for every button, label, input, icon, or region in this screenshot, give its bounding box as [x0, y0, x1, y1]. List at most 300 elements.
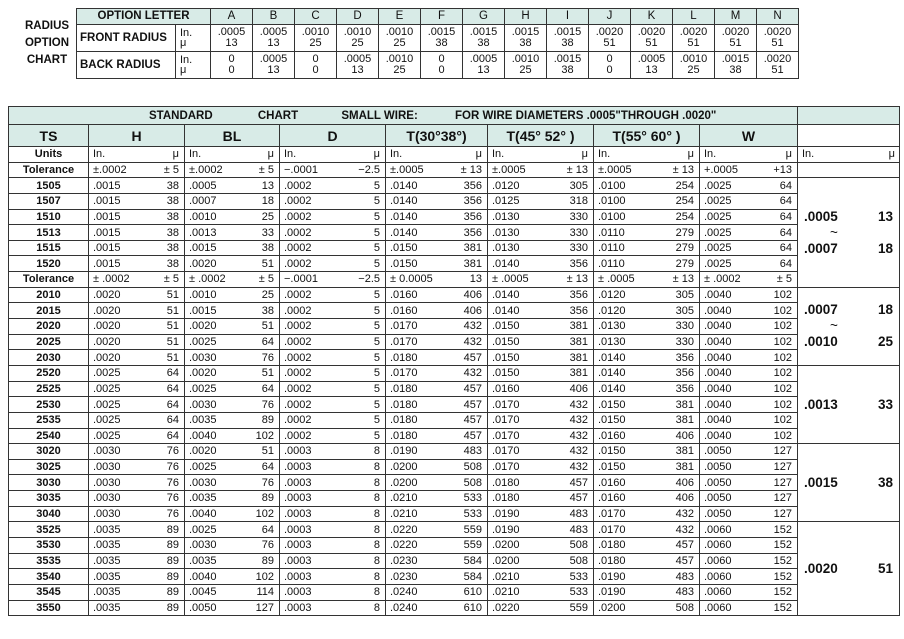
table-cell: 89: [155, 553, 185, 569]
table-cell: 584: [452, 569, 488, 585]
wire-diameter-mu: 51: [877, 560, 893, 576]
tolerance-value: ± 5: [155, 162, 185, 178]
standard-chart: [8, 106, 900, 616]
wire-diameter-mu: 18: [877, 302, 893, 318]
value-mu: 25: [309, 37, 322, 49]
table-row: [9, 584, 900, 600]
value-mu: 38: [729, 64, 742, 76]
table-cell: 610: [452, 584, 488, 600]
value-in: .0010: [301, 26, 330, 38]
table-cell: 5: [346, 334, 386, 350]
table-cell: 254: [664, 209, 700, 225]
back-radius-value-f: [421, 52, 463, 79]
wire-diameter-mu: 13: [877, 208, 893, 224]
wire-diameter-in: .0007: [804, 302, 838, 318]
table-cell: .0180: [594, 553, 664, 569]
table-cell: 89: [155, 600, 185, 616]
value-in: .0010: [511, 53, 540, 65]
ts-code: 3550: [9, 600, 89, 616]
unit-mu: μ: [180, 64, 187, 76]
table-row: [9, 459, 900, 475]
value-in: .0005: [217, 26, 246, 38]
table-cell: 152: [758, 522, 798, 538]
table-cell: 610: [452, 600, 488, 616]
table-cell: .0025: [700, 256, 758, 272]
ts-code: 3540: [9, 569, 89, 585]
table-cell: .0003: [280, 553, 346, 569]
table-cell: .0230: [386, 569, 452, 585]
ts-code: 2025: [9, 334, 89, 350]
value-mu: 13: [267, 64, 280, 76]
table-cell: .0190: [594, 569, 664, 585]
title-wire-diameters: FOR WIRE DIAMETERS .0005"THROUGH .0020": [454, 109, 717, 122]
table-cell: 152: [758, 538, 798, 554]
table-cell: .0030: [185, 538, 251, 554]
table-row: [9, 225, 900, 241]
ts-code: 3025: [9, 459, 89, 475]
table-cell: .0170: [488, 459, 558, 475]
back-radius-value-j: [589, 52, 631, 79]
table-cell: 432: [664, 522, 700, 538]
header-blank: [798, 125, 900, 147]
table-cell: 64: [155, 428, 185, 444]
table-cell: .0160: [386, 303, 452, 319]
table-cell: .0060: [700, 553, 758, 569]
table-cell: .0035: [89, 522, 155, 538]
table-cell: 508: [452, 459, 488, 475]
value-in: .0020: [595, 26, 624, 38]
value-mu: 51: [687, 37, 700, 49]
back-radius-value-a: [211, 52, 253, 79]
table-row: [9, 350, 900, 366]
front-radius-value-i: [547, 25, 589, 52]
table-row: [9, 240, 900, 256]
radius-option-chart: [18, 8, 799, 79]
table-cell: 5: [346, 412, 386, 428]
table-cell: 483: [452, 444, 488, 460]
tolerance-value: −.0001: [280, 272, 346, 288]
table-cell: .0220: [386, 538, 452, 554]
title-chart: CHART: [257, 109, 299, 122]
unit-in: In.: [386, 147, 452, 163]
table-cell: 102: [758, 334, 798, 350]
table-cell: 483: [558, 522, 594, 538]
ts-code: 2520: [9, 365, 89, 381]
table-cell: .0180: [386, 397, 452, 413]
title-standard: STANDARD: [149, 109, 213, 122]
table-cell: .0060: [700, 538, 758, 554]
table-row: [9, 303, 900, 319]
table-cell: .0150: [488, 365, 558, 381]
tolerance-value: ± 13: [452, 162, 488, 178]
table-cell: .0150: [488, 334, 558, 350]
value-mu: 0: [312, 64, 319, 76]
table-cell: 5: [346, 240, 386, 256]
unit-cell: [176, 25, 211, 52]
table-row: [9, 256, 900, 272]
table-cell: .0015: [89, 225, 155, 241]
option-letter: D: [337, 9, 379, 25]
table-cell: 356: [664, 365, 700, 381]
table-cell: .0030: [89, 491, 155, 507]
table-cell: 356: [558, 287, 594, 303]
table-cell: 8: [346, 584, 386, 600]
table-cell: 38: [155, 178, 185, 194]
header-bl: BL: [185, 125, 280, 147]
title-small-wire: SMALL WIRE:: [341, 109, 418, 122]
table-cell: 89: [251, 553, 280, 569]
table-cell: .0020: [89, 303, 155, 319]
wire-diameter-line: [804, 472, 893, 494]
table-cell: 25: [251, 287, 280, 303]
table-cell: .0060: [700, 584, 758, 600]
option-letter: E: [379, 9, 421, 25]
table-cell: 5: [346, 319, 386, 335]
table-cell: 76: [251, 350, 280, 366]
table-cell: .0002: [280, 319, 346, 335]
option-letter: B: [253, 9, 295, 25]
table-cell: .0003: [280, 459, 346, 475]
unit-in: In.: [89, 147, 155, 163]
table-cell: 51: [251, 256, 280, 272]
table-cell: .0002: [280, 397, 346, 413]
table-cell: .0180: [488, 491, 558, 507]
table-cell: 559: [452, 522, 488, 538]
unit-mu: μ: [452, 147, 488, 163]
table-row: [9, 506, 900, 522]
table-cell: .0035: [89, 553, 155, 569]
value-in: .0010: [343, 26, 372, 38]
table-cell: .0035: [89, 538, 155, 554]
value-mu: 38: [435, 37, 448, 49]
radius-option-chart-label: [18, 9, 77, 79]
table-cell: .0050: [700, 506, 758, 522]
front-radius-value-b: [253, 25, 295, 52]
table-cell: .0040: [700, 381, 758, 397]
table-cell: 584: [452, 553, 488, 569]
option-letter: A: [211, 9, 253, 25]
tolerance-value: ± 5: [155, 272, 185, 288]
table-cell: 406: [664, 475, 700, 491]
table-cell: 483: [664, 569, 700, 585]
table-cell: .0010: [185, 209, 251, 225]
table-cell: 38: [251, 240, 280, 256]
table-cell: 38: [155, 193, 185, 209]
ts-code: 2030: [9, 350, 89, 366]
table-cell: .0040: [700, 412, 758, 428]
table-cell: .0240: [386, 584, 452, 600]
table-cell: .0150: [594, 397, 664, 413]
table-cell: .0020: [89, 334, 155, 350]
wire-diameter-mu: 33: [877, 396, 893, 412]
table-cell: 5: [346, 303, 386, 319]
table-cell: .0160: [386, 287, 452, 303]
value-in: 0: [228, 53, 235, 65]
value-mu: 0: [606, 64, 613, 76]
table-cell: 356: [664, 381, 700, 397]
table-cell: .0025: [89, 397, 155, 413]
side-label-line: OPTION: [24, 37, 70, 49]
table-cell: 5: [346, 428, 386, 444]
wire-diameter-line: [804, 558, 893, 580]
tolerance-value: ± .0005: [488, 272, 558, 288]
table-cell: .0140: [386, 178, 452, 194]
table-cell: .0040: [700, 365, 758, 381]
table-cell: .0025: [700, 240, 758, 256]
table-cell: 89: [155, 569, 185, 585]
table-cell: .0150: [488, 319, 558, 335]
table-cell: .0020: [89, 319, 155, 335]
table-cell: .0050: [700, 459, 758, 475]
value-in: .0010: [385, 53, 414, 65]
standard-chart-title: [9, 107, 798, 125]
wire-diameter-in: .0010: [804, 334, 838, 350]
table-cell: 38: [251, 303, 280, 319]
front-radius-value-a: [211, 25, 253, 52]
table-cell: 64: [758, 178, 798, 194]
table-cell: .0180: [386, 381, 452, 397]
table-cell: 279: [664, 240, 700, 256]
table-cell: .0025: [185, 334, 251, 350]
wire-diameter-group: [798, 522, 900, 616]
table-cell: .0015: [89, 193, 155, 209]
value-mu: 0: [438, 64, 445, 76]
table-cell: 432: [558, 428, 594, 444]
wire-diameter-range: [804, 299, 893, 353]
wire-diameter-group: [798, 444, 900, 522]
wire-diameter-range: [804, 558, 893, 580]
table-cell: .0180: [488, 475, 558, 491]
option-letter: H: [505, 9, 547, 25]
table-cell: 64: [758, 256, 798, 272]
table-cell: .0013: [185, 225, 251, 241]
table-cell: .0035: [185, 412, 251, 428]
table-cell: .0020: [185, 444, 251, 460]
table-cell: 51: [251, 319, 280, 335]
table-cell: 5: [346, 287, 386, 303]
table-cell: .0020: [89, 287, 155, 303]
tolerance-value: ± 13: [558, 272, 594, 288]
table-cell: .0210: [488, 584, 558, 600]
table-cell: .0150: [594, 412, 664, 428]
table-cell: .0035: [89, 569, 155, 585]
header-t45: T(45° 52° ): [488, 125, 594, 147]
table-cell: 8: [346, 491, 386, 507]
table-cell: 254: [664, 193, 700, 209]
table-cell: .0220: [386, 522, 452, 538]
table-cell: 533: [558, 569, 594, 585]
option-letter-header: OPTION LETTER: [77, 9, 211, 25]
table-cell: 102: [251, 428, 280, 444]
table-cell: 38: [155, 240, 185, 256]
table-cell: 64: [155, 412, 185, 428]
table-cell: 64: [155, 365, 185, 381]
value-in: .0005: [259, 26, 288, 38]
table-cell: 432: [558, 444, 594, 460]
table-cell: 8: [346, 475, 386, 491]
value-mu: 51: [771, 64, 784, 76]
option-letter: C: [295, 9, 337, 25]
table-cell: 76: [155, 506, 185, 522]
back-radius-value-n: [757, 52, 799, 79]
table-cell: .0003: [280, 475, 346, 491]
table-cell: .0025: [185, 522, 251, 538]
value-mu: 0: [228, 64, 235, 76]
table-cell: 51: [251, 444, 280, 460]
table-cell: .0030: [185, 350, 251, 366]
table-cell: .0003: [280, 522, 346, 538]
value-in: .0020: [763, 53, 792, 65]
table-row: [9, 334, 900, 350]
table-cell: 279: [664, 225, 700, 241]
table-cell: .0030: [89, 444, 155, 460]
table-cell: 102: [251, 569, 280, 585]
table-cell: .0020: [89, 350, 155, 366]
header-h: H: [89, 125, 185, 147]
table-cell: .0002: [280, 193, 346, 209]
side-label-line: RADIUS: [24, 20, 70, 32]
table-cell: .0150: [386, 240, 452, 256]
table-row: [9, 209, 900, 225]
table-cell: 51: [251, 365, 280, 381]
option-letter: N: [757, 9, 799, 25]
table-cell: 381: [558, 365, 594, 381]
wire-diameter-group: [798, 365, 900, 443]
table-cell: 102: [758, 303, 798, 319]
ts-code: 1505: [9, 178, 89, 194]
tolerance-value: ± 5: [251, 162, 280, 178]
table-row: [9, 475, 900, 491]
value-in: .0020: [679, 26, 708, 38]
wire-diameter-in: .0020: [804, 560, 838, 576]
table-cell: 5: [346, 365, 386, 381]
tolerance-value: ±.0002: [185, 162, 251, 178]
table-cell: .0002: [280, 334, 346, 350]
table-cell: .0150: [594, 459, 664, 475]
table-cell: 8: [346, 522, 386, 538]
table-cell: 5: [346, 397, 386, 413]
table-cell: 330: [558, 225, 594, 241]
header-w: W: [700, 125, 798, 147]
table-cell: .0200: [488, 538, 558, 554]
table-cell: .0110: [594, 225, 664, 241]
table-cell: .0020: [185, 319, 251, 335]
value-in: .0005: [469, 53, 498, 65]
table-cell: 89: [155, 538, 185, 554]
table-cell: 25: [251, 209, 280, 225]
table-cell: .0140: [488, 287, 558, 303]
table-cell: 356: [558, 256, 594, 272]
table-cell: 51: [155, 287, 185, 303]
option-letter: M: [715, 9, 757, 25]
table-cell: .0140: [386, 225, 452, 241]
table-cell: .0110: [594, 256, 664, 272]
table-cell: .0003: [280, 538, 346, 554]
table-row: [9, 444, 900, 460]
table-cell: 356: [558, 303, 594, 319]
unit-in: In.: [180, 54, 193, 66]
table-cell: .0040: [185, 506, 251, 522]
table-cell: 102: [758, 381, 798, 397]
option-letter: L: [673, 9, 715, 25]
range-tilde: ~: [830, 318, 838, 334]
table-cell: 381: [558, 350, 594, 366]
table-cell: 102: [758, 428, 798, 444]
title-blank: [798, 107, 900, 125]
table-cell: 76: [155, 459, 185, 475]
table-cell: .0002: [280, 365, 346, 381]
table-cell: .0030: [89, 475, 155, 491]
table-cell: .0003: [280, 444, 346, 460]
table-cell: .0002: [280, 178, 346, 194]
table-cell: .0060: [700, 569, 758, 585]
table-cell: 51: [155, 334, 185, 350]
table-cell: 305: [664, 287, 700, 303]
value-in: .0020: [763, 26, 792, 38]
table-cell: .0170: [488, 397, 558, 413]
back-radius-value-e: [379, 52, 421, 79]
front-radius-value-g: [463, 25, 505, 52]
wire-diameter-range: [804, 394, 893, 416]
table-cell: 457: [452, 381, 488, 397]
table-cell: .0170: [488, 412, 558, 428]
ts-code: 3035: [9, 491, 89, 507]
table-cell: .0003: [280, 569, 346, 585]
wire-diameter-line: [804, 238, 893, 260]
ts-code: 2020: [9, 319, 89, 335]
value-in: .0005: [343, 53, 372, 65]
table-cell: .0015: [185, 303, 251, 319]
table-cell: 508: [452, 475, 488, 491]
ts-code: 3030: [9, 475, 89, 491]
value-mu: 13: [267, 37, 280, 49]
table-cell: 381: [452, 256, 488, 272]
value-mu: 13: [477, 64, 490, 76]
table-cell: .0025: [89, 412, 155, 428]
table-cell: 127: [758, 506, 798, 522]
table-cell: 508: [558, 538, 594, 554]
extra-blank: [798, 162, 900, 178]
table-cell: 457: [664, 538, 700, 554]
table-cell: .0020: [185, 256, 251, 272]
table-cell: .0040: [185, 428, 251, 444]
table-cell: .0130: [594, 334, 664, 350]
back-radius-value-h: [505, 52, 547, 79]
table-cell: .0140: [488, 256, 558, 272]
table-cell: .0120: [594, 287, 664, 303]
unit-in: In.: [802, 148, 815, 161]
tolerance-value: ± 13: [558, 162, 594, 178]
table-cell: .0160: [594, 428, 664, 444]
front-radius-value-f: [421, 25, 463, 52]
table-cell: 127: [251, 600, 280, 616]
unit-cell: [176, 52, 211, 79]
tolerance-value: ±.0005: [488, 162, 558, 178]
tolerance-value: ± .0002: [185, 272, 251, 288]
table-cell: .0170: [488, 428, 558, 444]
value-in: .0005: [637, 53, 666, 65]
wire-diameter-in: .0015: [804, 474, 838, 490]
table-cell: 89: [155, 584, 185, 600]
table-cell: 152: [758, 553, 798, 569]
range-tilde: ~: [830, 224, 838, 240]
table-cell: .0210: [386, 506, 452, 522]
ts-code: 3530: [9, 538, 89, 554]
table-cell: .0060: [700, 522, 758, 538]
value-mu: 51: [729, 37, 742, 49]
table-cell: .0240: [386, 600, 452, 616]
table-cell: .0035: [185, 491, 251, 507]
